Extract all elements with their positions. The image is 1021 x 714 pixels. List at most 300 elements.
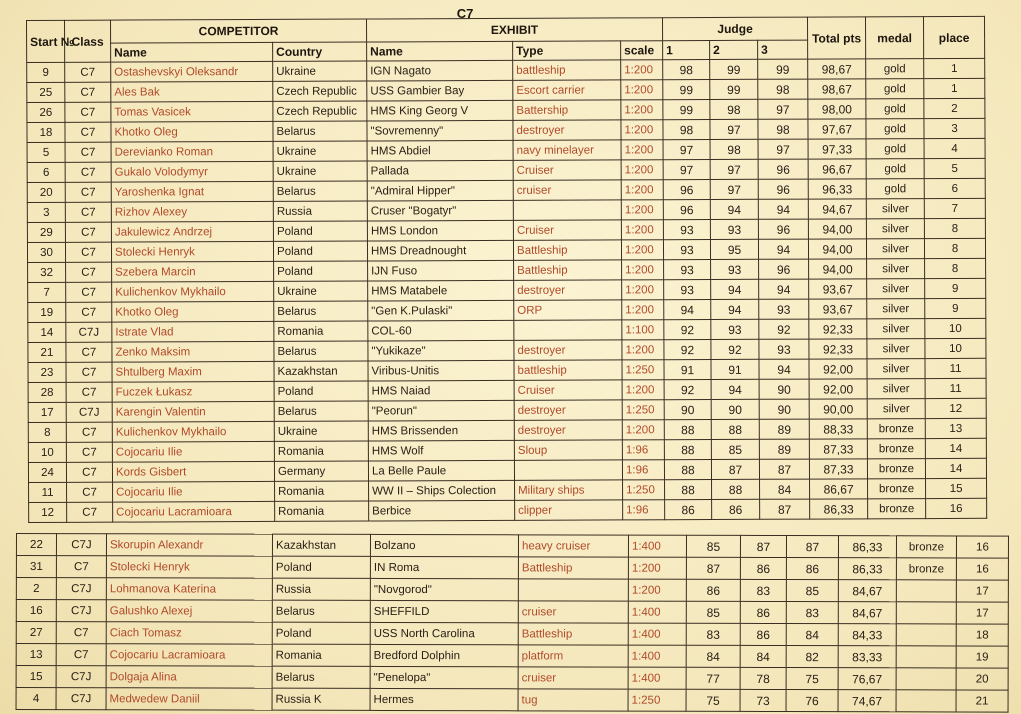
start-no-cell: 19 (28, 302, 66, 322)
competitor-name-cell: Ostashevskyi Oleksandr (111, 61, 273, 82)
exhibit-type-cell: ORP (514, 300, 622, 320)
start-no-cell: 14 (28, 322, 66, 342)
judge-1-score: 88 (664, 460, 711, 480)
judge-2-score: 98 (710, 99, 758, 119)
exhibit-name-cell: Bolzano (370, 534, 518, 556)
header-competitor-name: Name (111, 42, 273, 62)
country-cell: Romania (275, 501, 369, 521)
scale-cell: 1:200 (621, 120, 663, 140)
place-cell: 13 (925, 418, 986, 438)
place-cell: 19 (956, 646, 1008, 668)
header-judge-2: 2 (710, 40, 758, 59)
exhibit-name-cell: Pallada (367, 160, 513, 181)
medal-cell: bronze (896, 558, 956, 580)
header-competitor: COMPETITOR (111, 19, 367, 43)
total-points: 92,33 (809, 339, 867, 359)
class-cell: C7 (65, 222, 111, 242)
exhibit-name-cell: HMS Dreadnought (367, 240, 513, 261)
country-cell: Belarus (273, 121, 367, 141)
class-cell: C7 (56, 556, 106, 578)
competitor-name-cell: Cojocariu Ilie (112, 441, 274, 462)
start-no-cell: 6 (27, 162, 65, 182)
class-cell: C7J (56, 666, 106, 688)
judge-3-score: 96 (758, 179, 808, 199)
class-cell: C7 (67, 502, 113, 522)
header-judge-1: 1 (663, 41, 710, 60)
judge-2-score: 87 (711, 459, 759, 479)
judge-1-score: 84 (686, 645, 740, 667)
country-cell: Poland (273, 221, 367, 241)
exhibit-name-cell: SHEFFILD (370, 600, 518, 622)
class-cell: C7 (66, 262, 112, 282)
place-cell: 6 (924, 178, 985, 198)
place-cell: 8 (925, 258, 986, 278)
judge-1-score: 93 (663, 220, 710, 240)
class-cell: C7 (56, 622, 106, 644)
scale-cell: 1:400 (628, 645, 686, 667)
scale-cell: 1:250 (622, 360, 664, 380)
exhibit-name-cell: HMS Matabele (368, 280, 514, 301)
place-cell: 9 (925, 278, 986, 298)
medal-cell: silver (867, 259, 925, 279)
exhibit-type-cell (514, 460, 622, 480)
competitor-name-cell: Ales Bak (111, 81, 273, 102)
results-table-continued (16, 533, 1009, 713)
header-medal: medal (866, 17, 924, 59)
judge-1-score: 97 (663, 160, 710, 180)
judge-2-score: 97 (710, 179, 758, 199)
competitor-name-cell: Derevianko Roman (111, 141, 273, 162)
judge-3-score: 90 (759, 399, 809, 419)
place-cell: 10 (925, 318, 986, 338)
judge-2-score: 85 (711, 439, 759, 459)
place-cell: 14 (925, 438, 986, 458)
competitor-name-cell: Gukalo Volodymyr (111, 161, 273, 182)
medal-cell: gold (866, 79, 924, 99)
table-row (16, 600, 1008, 625)
judge-1-score: 88 (665, 480, 712, 500)
competitor-name-cell: Khotko Oleg (111, 121, 273, 142)
exhibit-name-cell: La Belle Paule (368, 460, 514, 481)
country-cell: Belarus (272, 666, 370, 688)
class-cell: C7 (66, 362, 112, 382)
total-points: 97,33 (808, 139, 866, 159)
scale-cell: 1:200 (622, 340, 664, 360)
place-cell: 7 (924, 198, 985, 218)
exhibit-name-cell: IGN Nagato (367, 60, 513, 81)
judge-2-score: 73 (740, 689, 786, 711)
start-no-cell: 17 (28, 402, 66, 422)
exhibit-type-cell: destroyer (514, 280, 622, 300)
country-cell: Czech Republic (273, 81, 367, 101)
exhibit-type-cell: Battleship (518, 557, 628, 579)
total-points: 94,00 (808, 239, 866, 259)
judge-1-score: 98 (663, 60, 710, 80)
judge-1-score: 87 (686, 557, 740, 579)
country-cell: Russia (273, 201, 367, 221)
table-row (16, 556, 1008, 581)
judge-2-score: 84 (740, 645, 786, 667)
scale-cell: 1:250 (623, 480, 665, 500)
place-cell: 17 (956, 602, 1008, 624)
competitor-name-cell: Galushko Alexej (106, 600, 272, 622)
exhibit-name-cell: "Yukikaze" (368, 340, 514, 361)
country-cell: Belarus (274, 341, 368, 361)
judge-3-score: 85 (786, 580, 838, 602)
exhibit-type-cell (513, 200, 621, 220)
judge-3-score: 97 (758, 99, 808, 119)
medal-cell: silver (867, 279, 925, 299)
total-points: 94,67 (808, 199, 866, 219)
table-row (16, 534, 1008, 559)
start-no-cell: 8 (28, 422, 66, 442)
judge-1-score: 86 (686, 579, 740, 601)
class-cell: C7 (65, 102, 111, 122)
start-no-cell: 18 (27, 122, 65, 142)
start-no-cell: 26 (27, 102, 65, 122)
competitor-name-cell: Cojocariu Lacramioara (106, 644, 272, 666)
judge-3-score: 96 (758, 219, 808, 239)
judge-3-score: 90 (759, 379, 809, 399)
medal-cell (896, 668, 956, 690)
class-cell: C7J (56, 534, 106, 556)
judge-3-score: 76 (786, 690, 838, 712)
judge-1-score: 97 (663, 140, 710, 160)
class-cell: C7J (66, 402, 112, 422)
place-cell: 12 (925, 398, 986, 418)
country-cell: Poland (272, 556, 370, 578)
scale-cell: 1:200 (628, 557, 686, 579)
header-class: Class (65, 20, 111, 62)
scale-cell: 1:200 (628, 579, 686, 601)
judge-1-score: 88 (664, 440, 711, 460)
exhibit-type-cell: tug (518, 689, 628, 711)
exhibit-type-cell: heavy cruiser (518, 535, 628, 557)
judge-3-score: 98 (758, 79, 808, 99)
judge-3-score: 84 (760, 479, 810, 499)
competitor-name-cell: Tomas Vasicek (111, 101, 273, 122)
scale-cell: 1:200 (621, 240, 663, 260)
country-cell: Ukraine (274, 281, 368, 301)
exhibit-type-cell: Battership (513, 100, 621, 120)
medal-cell: bronze (868, 499, 926, 519)
header-country: Country (273, 42, 367, 61)
scale-cell: 1:200 (621, 160, 663, 180)
judge-3-score: 82 (786, 646, 838, 668)
start-no-cell: 11 (29, 482, 67, 502)
judge-2-score: 87 (740, 535, 786, 557)
header-exhibit: EXHIBIT (366, 18, 662, 42)
exhibit-type-cell: Battleship (518, 623, 628, 645)
competitor-name-cell: Cojocariu Ilie (113, 481, 275, 502)
judge-3-score: 94 (758, 199, 808, 219)
medal-cell: gold (866, 139, 924, 159)
start-no-cell: 24 (28, 462, 66, 482)
total-points: 84,33 (838, 624, 896, 646)
total-points: 87,33 (809, 459, 867, 479)
place-cell: 8 (924, 218, 985, 238)
judge-2-score: 94 (711, 279, 759, 299)
judge-3-score: 87 (760, 499, 810, 519)
country-cell: Romania (275, 481, 369, 501)
total-points: 88,33 (809, 419, 867, 439)
scale-cell: 1:200 (621, 80, 663, 100)
scale-cell: 1:200 (621, 180, 663, 200)
competitor-name-cell: Szebera Marcin (112, 261, 274, 282)
judge-2-score: 94 (711, 299, 759, 319)
judge-2-score: 93 (711, 319, 759, 339)
total-points: 86,33 (810, 499, 868, 519)
header-start-no: Start № (27, 20, 65, 62)
judge-3-score: 93 (759, 299, 809, 319)
total-points: 96,33 (808, 179, 866, 199)
exhibit-type-cell: Sloup (514, 440, 622, 460)
place-cell: 17 (956, 580, 1008, 602)
judge-1-score: 92 (664, 340, 711, 360)
competitor-name-cell: Jakulewicz Andrzej (111, 221, 273, 242)
medal-cell: silver (867, 299, 925, 319)
exhibit-type-cell: Military ships (515, 480, 623, 500)
competitor-name-cell: Medwedew Daniil (106, 688, 272, 710)
place-cell: 4 (924, 138, 985, 158)
judge-3-score: 94 (758, 239, 808, 259)
medal-cell: silver (866, 239, 924, 259)
country-cell: Germany (274, 461, 368, 481)
scale-cell: 1:200 (622, 420, 664, 440)
document-title: C7 (456, 6, 474, 21)
place-cell: 9 (925, 298, 986, 318)
judge-2-score: 94 (710, 199, 758, 219)
medal-cell: gold (866, 99, 924, 119)
start-no-cell: 12 (29, 502, 67, 522)
scale-cell: 1:400 (628, 601, 686, 623)
judge-3-score: 99 (758, 59, 808, 79)
exhibit-name-cell: "Penelopa" (370, 666, 518, 688)
judge-1-score: 77 (686, 667, 740, 689)
table-row (16, 666, 1008, 691)
exhibit-type-cell: destroyer (514, 420, 622, 440)
class-cell: C7J (56, 578, 106, 600)
country-cell: Kazakhstan (272, 534, 370, 556)
judge-1-score: 91 (664, 360, 711, 380)
scale-cell: 1:96 (622, 460, 664, 480)
judge-2-score: 88 (712, 479, 760, 499)
table-row (29, 498, 987, 522)
class-cell: C7 (67, 482, 113, 502)
country-cell: Belarus (274, 301, 368, 321)
judge-3-score: 94 (759, 359, 809, 379)
competitor-name-cell: Kulichenkov Mykhailo (112, 421, 274, 442)
scale-cell: 1:200 (621, 140, 663, 160)
country-cell: Ukraine (273, 161, 367, 181)
start-no-cell: 16 (16, 600, 56, 622)
total-points: 98,00 (808, 99, 866, 119)
country-cell: Ukraine (273, 141, 367, 161)
medal-cell: silver (867, 399, 925, 419)
exhibit-type-cell (514, 320, 622, 340)
exhibit-name-cell: HMS London (367, 220, 513, 241)
exhibit-type-cell: Escort carrier (513, 80, 621, 100)
class-cell: C7 (66, 302, 112, 322)
scale-cell: 1:96 (622, 440, 664, 460)
exhibit-type-cell: cruiser (518, 601, 628, 623)
judge-2-score: 98 (710, 139, 758, 159)
competitor-name-cell: Lohmanova Katerina (106, 578, 272, 600)
judge-1-score: 88 (664, 420, 711, 440)
exhibit-name-cell: HMS King Georg V (367, 100, 513, 121)
competitor-name-cell: Stolecki Henryk (111, 241, 273, 262)
judge-2-score: 86 (712, 499, 760, 519)
judge-1-score: 98 (663, 120, 710, 140)
header-type: Type (513, 41, 621, 60)
total-points: 86,67 (810, 479, 868, 499)
judge-3-score: 92 (759, 319, 809, 339)
scale-cell: 1:200 (622, 300, 664, 320)
header-place: place (924, 16, 985, 58)
scale-cell: 1:200 (621, 100, 663, 120)
medal-cell: bronze (867, 419, 925, 439)
competitor-name-cell: Karengin Valentin (112, 401, 274, 422)
total-points: 93,67 (809, 279, 867, 299)
exhibit-name-cell: "Gen K.Pulaski" (368, 300, 514, 321)
class-cell: C7J (56, 600, 106, 622)
competitor-name-cell: Kords Gisbert (112, 461, 274, 482)
total-points: 97,67 (808, 119, 866, 139)
class-cell: C7 (65, 142, 111, 162)
judge-1-score: 85 (686, 535, 740, 557)
medal-cell (896, 690, 956, 712)
country-cell: Ukraine (274, 421, 368, 441)
medal-cell: gold (866, 59, 924, 79)
start-no-cell: 22 (16, 534, 56, 556)
table-row (16, 644, 1008, 669)
class-cell: C7 (65, 202, 111, 222)
exhibit-name-cell: HMS Abdiel (367, 140, 513, 161)
total-points: 98,67 (808, 79, 866, 99)
table-row (16, 688, 1008, 713)
class-cell: C7 (65, 122, 111, 142)
judge-1-score: 92 (664, 320, 711, 340)
judge-1-score: 83 (686, 623, 740, 645)
exhibit-name-cell: Cruser "Bogatyr" (367, 200, 513, 221)
judge-2-score: 99 (710, 59, 758, 79)
competitor-name-cell: Istrate Vlad (112, 321, 274, 342)
exhibit-type-cell: destroyer (514, 400, 622, 420)
judge-2-score: 97 (710, 119, 758, 139)
total-points: 87,33 (809, 439, 867, 459)
medal-cell: bronze (868, 479, 926, 499)
judge-2-score: 94 (711, 379, 759, 399)
exhibit-name-cell: "Novgorod" (370, 578, 518, 600)
medal-cell (896, 602, 956, 624)
competitor-name-cell: Khotko Oleg (112, 301, 274, 322)
place-cell: 20 (956, 668, 1008, 690)
judge-1-score: 85 (686, 601, 740, 623)
place-cell: 10 (925, 338, 986, 358)
exhibit-name-cell: WW II – Ships Colection (369, 480, 515, 501)
judge-2-score: 88 (711, 419, 759, 439)
judge-2-score: 78 (740, 667, 786, 689)
start-no-cell: 31 (16, 556, 56, 578)
scale-cell: 1:400 (628, 667, 686, 689)
exhibit-name-cell: HMS Wolf (368, 440, 514, 461)
country-cell: Poland (274, 381, 368, 401)
judge-1-score: 99 (663, 100, 710, 120)
total-points: 76,67 (838, 668, 896, 690)
scale-cell: 1:400 (628, 623, 686, 645)
exhibit-name-cell: "Sovremenny" (367, 120, 513, 141)
place-cell: 18 (956, 624, 1008, 646)
judge-2-score: 93 (711, 259, 759, 279)
exhibit-name-cell: "Peorun" (368, 400, 514, 421)
total-points: 92,00 (809, 379, 867, 399)
competitor-name-cell: Skorupin Alexandr (106, 534, 272, 556)
place-cell: 1 (924, 58, 985, 78)
country-cell: Belarus (272, 600, 370, 622)
judge-2-score: 86 (740, 557, 786, 579)
exhibit-type-cell: platform (518, 645, 628, 667)
competitor-name-cell: Stolecki Henryk (106, 556, 272, 578)
scale-cell: 1:200 (622, 280, 664, 300)
class-cell: C7 (66, 422, 112, 442)
scale-cell: 1:200 (622, 380, 664, 400)
medal-cell: bronze (896, 536, 956, 558)
total-points: 94,00 (808, 219, 866, 239)
exhibit-name-cell: USS Gambier Bay (367, 80, 513, 101)
medal-cell: silver (867, 339, 925, 359)
judge-1-score: 93 (664, 260, 711, 280)
exhibit-name-cell: "Admiral Hipper" (367, 180, 513, 201)
start-no-cell: 9 (27, 62, 65, 82)
medal-cell: silver (867, 319, 925, 339)
header-total-pts: Total pts (808, 17, 866, 59)
exhibit-name-cell: IJN Fuso (368, 260, 514, 281)
judge-1-score: 96 (663, 180, 710, 200)
competitor-name-cell: Cojocariu Lacramioara (113, 501, 275, 522)
place-cell: 21 (956, 690, 1008, 712)
header-scale: scale (621, 41, 663, 60)
judge-2-score: 90 (711, 399, 759, 419)
country-cell: Kazakhstan (274, 361, 368, 381)
start-no-cell: 10 (28, 442, 66, 462)
country-cell: Romania (272, 644, 370, 666)
scale-cell: 1:200 (621, 220, 663, 240)
place-cell: 2 (924, 98, 985, 118)
country-cell: Poland (274, 261, 368, 281)
medal-cell: gold (866, 159, 924, 179)
scale-cell: 1:250 (628, 689, 686, 711)
judge-1-score: 96 (663, 200, 710, 220)
total-points: 92,33 (809, 319, 867, 339)
competitor-name-cell: Yaroshenka Ignat (111, 181, 273, 202)
total-points: 96,67 (808, 159, 866, 179)
exhibit-name-cell: IN Roma (370, 556, 518, 578)
start-no-cell: 25 (27, 82, 65, 102)
judge-2-score: 86 (740, 601, 786, 623)
country-cell: Poland (273, 241, 367, 261)
scale-cell: 1:400 (628, 535, 686, 557)
exhibit-type-cell: battleship (513, 60, 621, 80)
judge-3-score: 89 (759, 439, 809, 459)
place-cell: 11 (925, 358, 986, 378)
competitor-name-cell: Shtulberg Maxim (112, 361, 274, 382)
exhibit-name-cell: COL-60 (368, 320, 514, 341)
scale-cell: 1:100 (622, 320, 664, 340)
medal-cell: silver (866, 219, 924, 239)
header-judge-3: 3 (758, 40, 808, 59)
medal-cell: silver (867, 359, 925, 379)
place-cell: 14 (925, 458, 986, 478)
